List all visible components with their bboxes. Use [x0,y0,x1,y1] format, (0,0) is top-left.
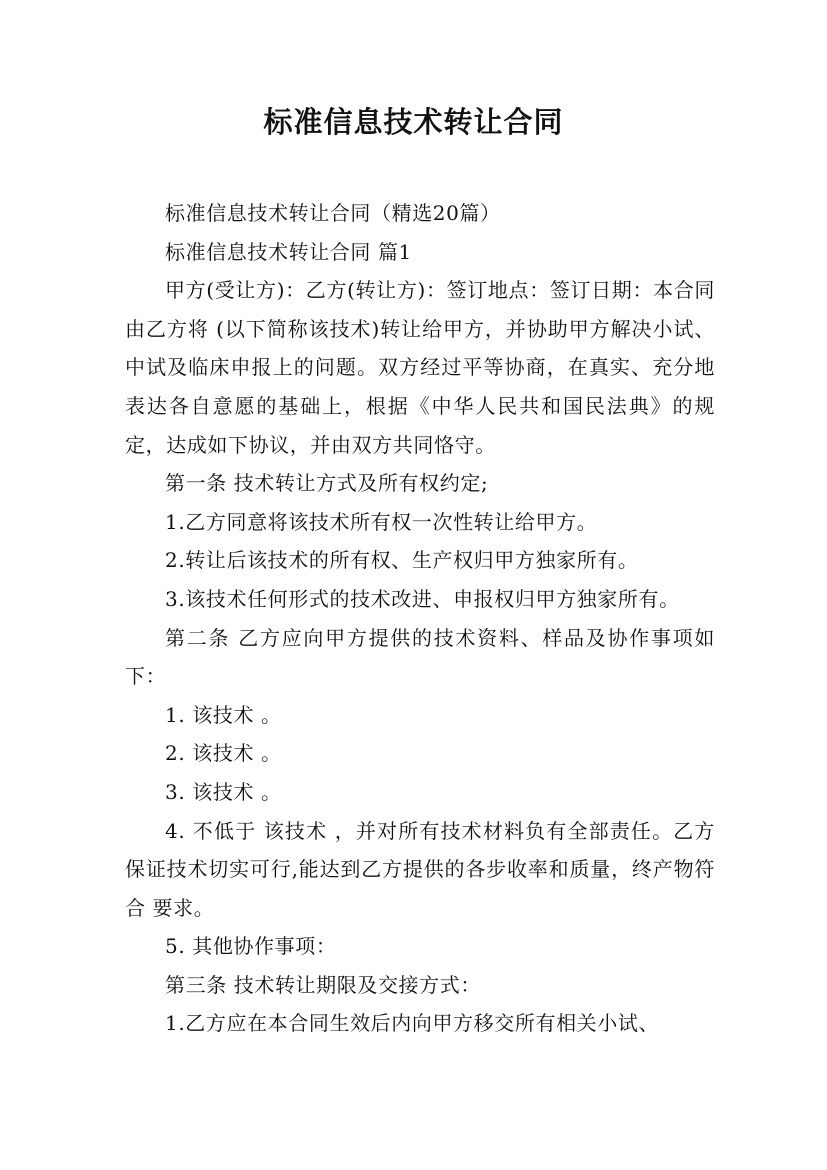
article-2-item-5: 5. 其他协作事项： [165,934,337,959]
article-1-item-3: 3.该技术任何形式的技术改进、申报权归甲方独家所有。 [165,586,680,611]
article-3-heading: 第三条 技术转让期限及交接方式： [165,972,481,997]
article-1-heading: 第一条 技术转让方式及所有权约定; [165,471,489,496]
article-2-item-2: 2. 该技术 。 [165,741,282,766]
article-2-item-4: 4. 不低于 该技术 ，并对所有技术材料负有全部责任。乙方保证技术切实可行,能达到乙方提供的各步收率和质量，终产物符合 要求。 [125,818,715,920]
subtitle-paragraph: 标准信息技术转让合同（精选20篇） [165,201,501,225]
article-1-item-1: 1.乙方同意将该技术所有权一次性转让给甲方。 [165,509,598,534]
article-2-heading: 第二条 乙方应向甲方提供的技术资料、样品及协作事项如下： [125,625,715,689]
article-2-item-1: 1. 该技术 。 [165,702,282,727]
article-1-item-2: 2.转让后该技术的所有权、生产权归甲方独家所有。 [165,548,639,573]
document-body [125,194,715,1043]
intro-paragraph: 甲方(受让方)：乙方(转让方)：签订地点：签订日期：本合同由乙方将 (以下简称该技术)转让给甲方，并协助甲方解决小试、中试及临床申报上的问题。双方经过平等协商，在真实、充分地表达各自意愿的基础上，根据《中华人民共和国民法典》的规定，达成如下协议，并由双方共同恪守。 [125,278,715,457]
document-title: 标准信息技术转让合同 [263,105,564,139]
section-heading-paragraph: 标准信息技术转让合同 篇1 [165,239,412,264]
article-2-item-3: 3. 该技术 。 [165,779,282,804]
article-3-item-1: 1.乙方应在本合同生效后内向甲方移交所有相关小试、 [165,1011,660,1036]
